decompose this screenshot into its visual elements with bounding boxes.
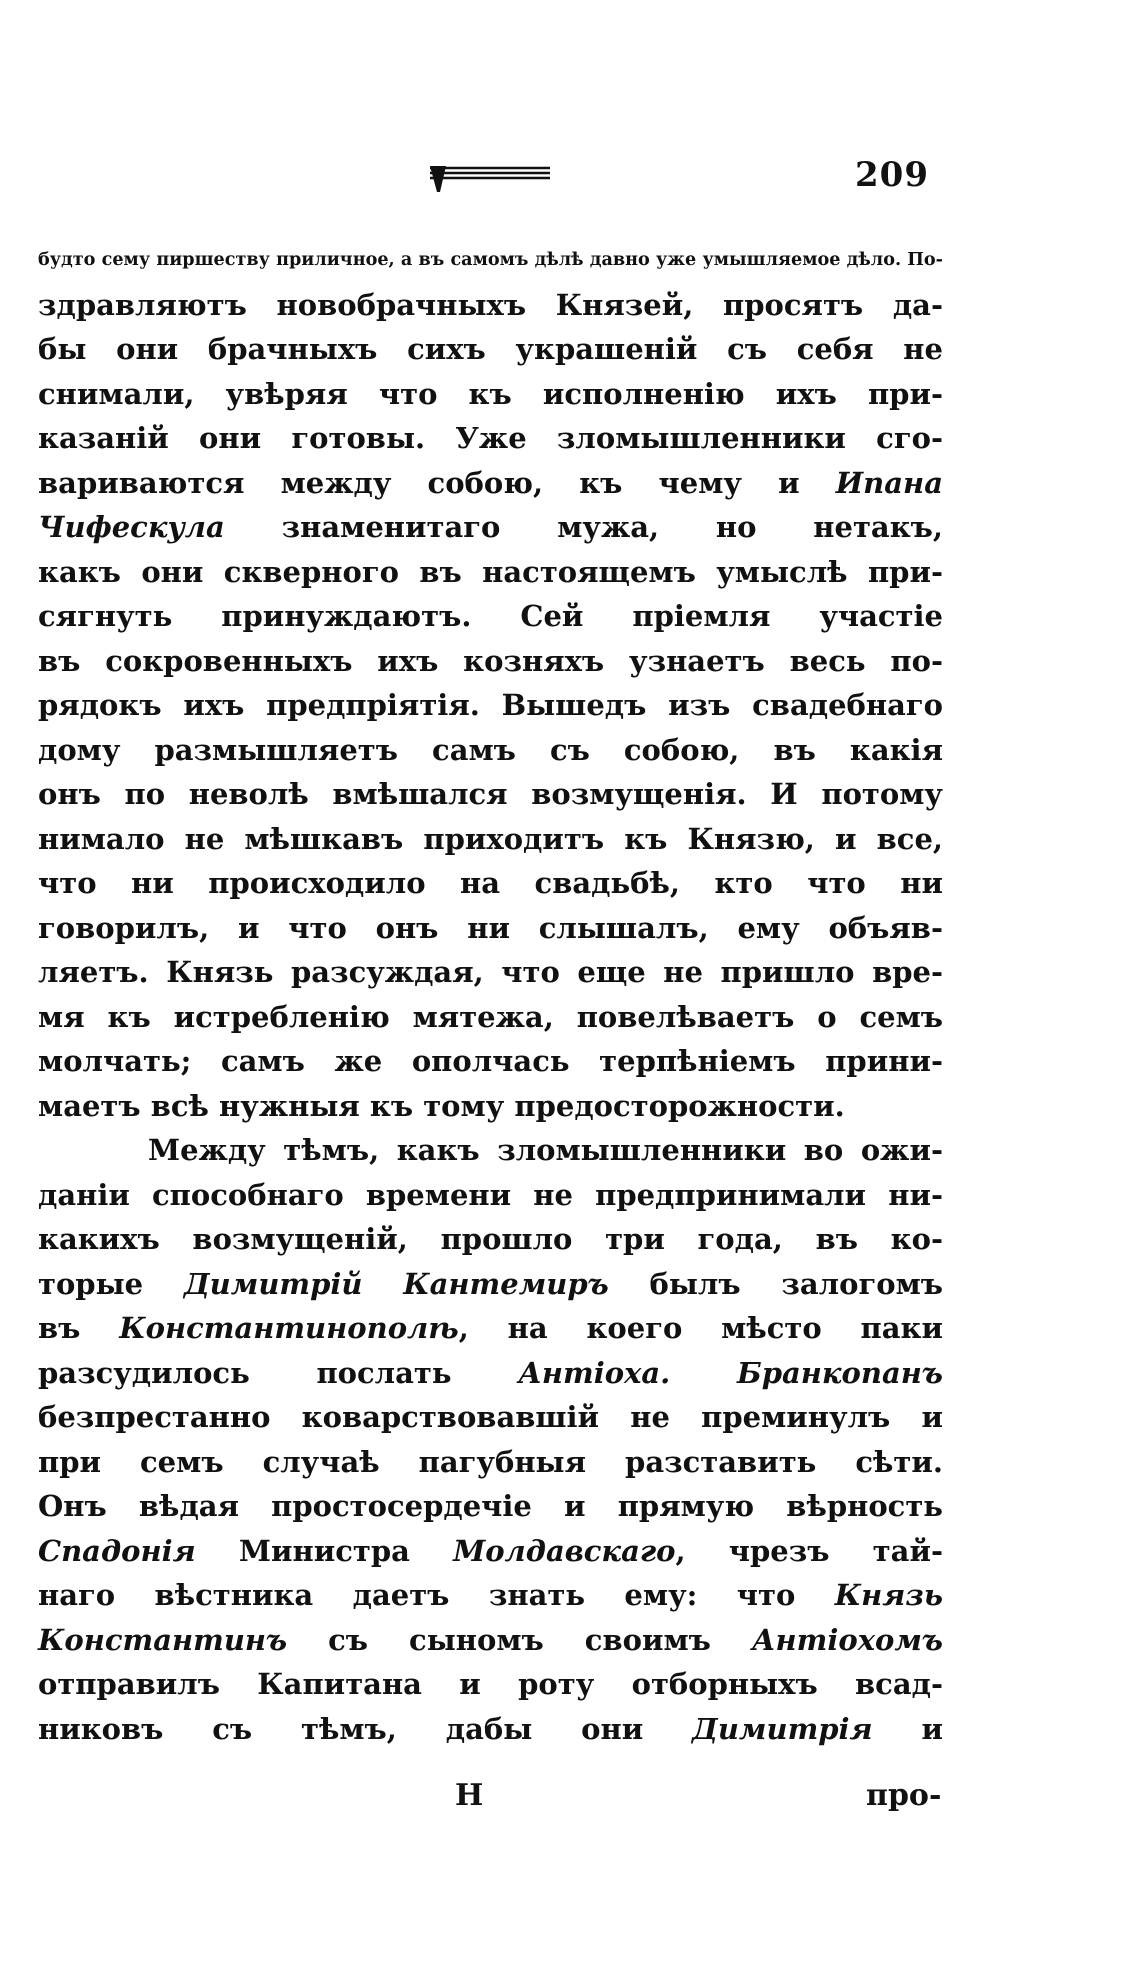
line-text: былъ залогомъ: [608, 1266, 943, 1301]
text-line: [38, 1306, 943, 1351]
italic-name: Ипана: [835, 465, 943, 500]
headpiece-ornament-icon: [428, 162, 550, 200]
italic-name: Константинъ: [38, 1622, 288, 1657]
italic-name: Антіоха.: [518, 1355, 671, 1390]
line-text: ляетъ. Князь разсуждая, что еще не пришло вре-: [38, 955, 943, 989]
line-text: торые: [38, 1266, 184, 1301]
line-text: никовъ съ тѣмъ, дабы они: [38, 1711, 693, 1746]
italic-name: Бранкопанъ: [736, 1355, 943, 1390]
signature-mark: Н: [455, 1778, 484, 1813]
line-text: нимало не мѣшкавъ приходитъ къ Князю, и все,: [38, 821, 943, 856]
line-text: бы они брачныхъ сихъ украшеній съ себя не: [38, 332, 943, 366]
text-line: [38, 1351, 943, 1396]
text-line: [38, 1573, 943, 1618]
text-line: [38, 416, 943, 461]
italic-name: Молдавскаго: [453, 1533, 676, 1568]
line-text: разсудилось послать: [38, 1355, 519, 1390]
text-line: [38, 1217, 943, 1262]
text-line: [38, 861, 943, 906]
text-line: [38, 1707, 943, 1752]
line-text: [670, 1356, 737, 1390]
line-text: наго вѣстника даетъ знать ему: что: [38, 1578, 835, 1612]
text-line: [38, 372, 943, 417]
text-line: [38, 238, 943, 283]
italic-name: Димитрій Кантемиръ: [183, 1266, 609, 1301]
text-line: [38, 550, 943, 595]
text-line: [38, 505, 943, 550]
line-text: отправилъ Капитана и роту отборныхъ всад-: [38, 1667, 943, 1701]
line-text: даніи способнаго времени не предпринимали ни-: [38, 1177, 943, 1212]
line-text: дому размышляетъ самъ съ собою, въ какія: [38, 732, 943, 767]
line-text: вариваются между собою, къ чему и: [38, 465, 836, 500]
line-text: съ сыномъ своимъ: [287, 1622, 752, 1657]
text-line: [38, 1484, 943, 1529]
line-text: при семъ случаѣ пагубныя разставить сѣти.: [38, 1444, 943, 1479]
catchword: про-: [866, 1778, 942, 1813]
line-text: казаній они готовы. Уже зломышленники сго-: [38, 421, 943, 455]
line-text: сягнуть принуждаютъ. Сей пріемля участіе: [38, 599, 943, 633]
line-text: знаменитаго мужа, но нетакъ,: [224, 510, 943, 544]
line-text: здравляютъ новобрачныхъ Князей, просятъ да-: [38, 287, 943, 322]
line-text: что ни происходило на свадьбѣ, кто что ни: [38, 866, 943, 900]
italic-name: Константинополѣ: [119, 1311, 459, 1345]
line-text: маетъ всѣ нужныя къ тому предосторожности.: [38, 1088, 845, 1123]
italic-name: Антіохомъ: [751, 1622, 943, 1657]
line-text: будто сему пиршеству приличное, а въ самомъ дѣлѣ давно уже умышляемое дѣло. По-: [38, 249, 943, 270]
text-line: [38, 461, 943, 506]
text-line: [38, 1395, 943, 1440]
line-text: снимали, увѣряя что къ исполненію ихъ при-: [38, 376, 943, 411]
line-text: въ: [38, 1311, 120, 1345]
paragraph: [38, 238, 943, 1128]
line-text: мя къ истребленію мятежа, повелѣваетъ о семъ: [38, 999, 943, 1034]
page-number: 209: [855, 155, 929, 195]
text-line: [38, 1529, 943, 1574]
text-line: [38, 1618, 943, 1663]
page-footer: [0, 1778, 1140, 1828]
body-text: [38, 238, 943, 1751]
line-text: говорилъ, и что онъ ни слышалъ, ему объяв-: [38, 910, 943, 945]
paragraph: [38, 1128, 943, 1751]
text-line: [38, 1039, 943, 1084]
text-line: [38, 772, 943, 817]
line-text: Онъ вѣдая простосердечіе и прямую вѣрность: [38, 1489, 943, 1523]
text-line: [38, 1173, 943, 1218]
text-line: [38, 1662, 943, 1707]
line-text: онъ по неволѣ вмѣшался возмущенія. И потому: [38, 777, 943, 811]
line-text: какъ они скверного въ настоящемъ умыслѣ при-: [38, 554, 943, 589]
line-text: Министра: [195, 1533, 454, 1568]
line-text: рядокъ ихъ предпріятія. Вышедъ изъ свадебнаго: [38, 688, 943, 722]
line-text: молчать; самъ же ополчась терпѣніемъ прини-: [38, 1044, 943, 1078]
text-line: [38, 283, 943, 328]
italic-name: Князь: [834, 1578, 943, 1612]
text-line: [38, 1128, 943, 1173]
text-line: [38, 1084, 943, 1129]
text-line: [38, 728, 943, 773]
text-line: [38, 639, 943, 684]
text-line: [38, 1440, 943, 1485]
line-text: , чрезъ тай-: [675, 1533, 943, 1568]
line-text: и: [872, 1711, 943, 1746]
text-line: [38, 995, 943, 1040]
text-line: [38, 327, 943, 372]
text-line: [38, 950, 943, 995]
line-text: Между тѣмъ, какъ зломышленники во ожи-: [148, 1133, 943, 1167]
line-text: въ сокровенныхъ ихъ козняхъ узнаетъ весь по-: [38, 643, 943, 678]
text-line: [38, 906, 943, 951]
text-line: [38, 1262, 943, 1307]
line-text: безпрестанно коварствовавшій не преминулъ и: [38, 1400, 943, 1434]
line-text: какихъ возмущеній, прошло три года, въ ко-: [38, 1222, 943, 1256]
italic-name: Спадонія: [38, 1533, 196, 1568]
text-line: [38, 817, 943, 862]
italic-name: Димитрія: [692, 1711, 873, 1746]
line-text: , на коего мѣсто паки: [458, 1311, 943, 1345]
italic-name: Чифескула: [38, 510, 225, 544]
text-line: [38, 594, 943, 639]
text-line: [38, 683, 943, 728]
